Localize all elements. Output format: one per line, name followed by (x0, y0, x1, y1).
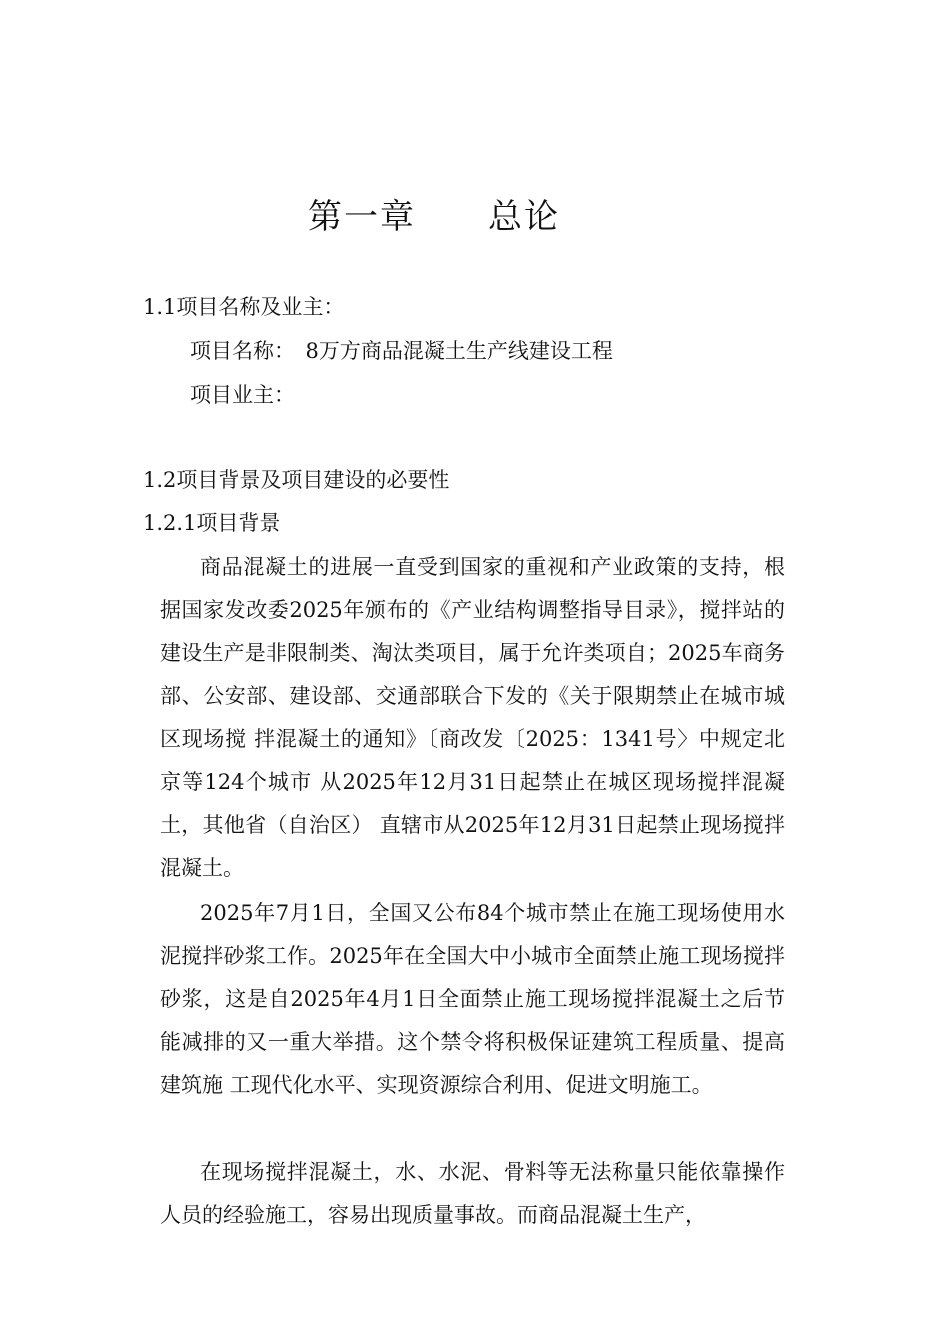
project-name-line: 项目名称： 8万方商品混凝土生产线建设工程 (190, 339, 613, 363)
chapter-title: 第一章 总论 (308, 197, 560, 237)
paragraph-background-3: 在现场搅拌混凝土，水、水泥、骨料等无法称量只能依靠操作人员的经验施工，容易出现质量事故。而商品混凝土生产， (160, 1160, 785, 1227)
section-1-2-heading: 1.2项目背景及项目建设的必要性 (143, 468, 450, 492)
section-1-1-heading: 1.1项目名称及业主： (143, 295, 345, 319)
paragraph-background-2: 2025年7月1日，全国又公布84个城市禁止在施工现场使用水泥搅拌砂浆工作。2025年在全国大中小城市全面禁止施工现场搅拌砂浆，这是自2025年4月1日全面禁止施工现场搅拌混凝土之后节能减排的又一重大举措。这个禁令将积极保证建筑工程质量、提高建筑施 工现代化水平、实现资源综合利用、促进文明施工。 (160, 901, 785, 1097)
project-owner-line: 项目业主： (190, 383, 295, 407)
section-1-2-1-heading: 1.2.1项目背景 (143, 511, 281, 535)
paragraph-background-1: 商品混凝土的进展一直受到国家的重视和产业政策的支持，根据国家发改委2025年颁布的《产业结构调整指导目录》，搅拌站的建设生产是非限制类、淘汰类项目，属于允许类项自；2025车商务部、公安部、建设部、交通部联合下发的《关于限期禁止在城市城区现场搅 拌混凝土的通知》〔商改发〔2025：1341号〉中规定北京等124个城市 从2025年12月31日起禁止在城区现场搅拌混凝土，其他省（自治区） 直辖市从2025年12月31日起禁止现场搅拌混凝土。 (160, 555, 785, 880)
